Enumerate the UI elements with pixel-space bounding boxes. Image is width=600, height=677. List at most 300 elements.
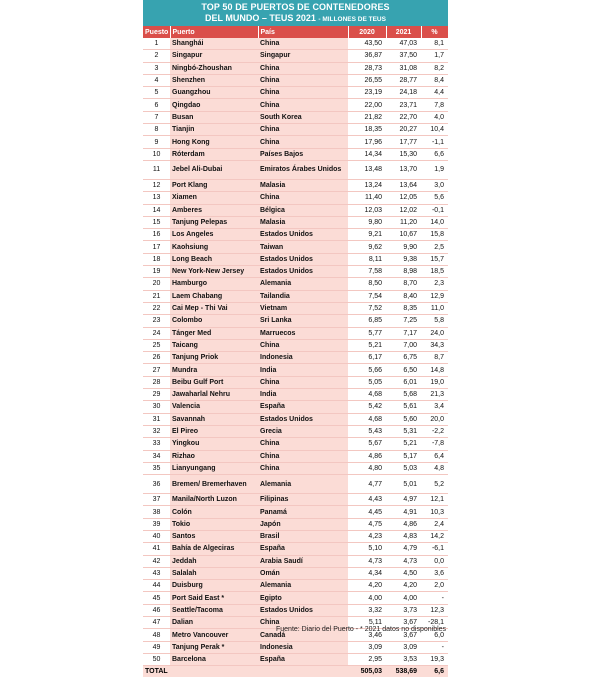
table-row <box>143 364 448 376</box>
country-cell: Arabia Saudí <box>258 555 348 567</box>
pct-change-cell: 7,8 <box>421 99 448 111</box>
port-cell: Beibu Gulf Port <box>170 376 258 388</box>
port-cell: Kaohsiung <box>170 241 258 253</box>
value-2020-cell: 2,95 <box>348 653 386 665</box>
rank-cell: 9 <box>143 136 170 148</box>
country-cell: Estados Unidos <box>258 229 348 241</box>
port-cell: Seattle/Tacoma <box>170 604 258 616</box>
value-2020-cell: 6,85 <box>348 315 386 327</box>
port-cell: Tanjung Perak * <box>170 641 258 653</box>
rank-cell: 38 <box>143 506 170 518</box>
pct-change-cell: 10,3 <box>421 506 448 518</box>
port-cell: Xiamen <box>170 192 258 204</box>
value-2020-cell: 36,87 <box>348 50 386 62</box>
value-2021-cell: 31,08 <box>386 62 421 74</box>
country-cell: Estados Unidos <box>258 266 348 278</box>
rank-cell: 31 <box>143 413 170 425</box>
port-cell: Cai Mep - Thi Vai <box>170 302 258 314</box>
table-row <box>143 229 448 241</box>
rank-cell: 14 <box>143 204 170 216</box>
header-rank: Puesto <box>143 26 170 38</box>
table-row <box>143 376 448 388</box>
total-row <box>143 666 448 677</box>
value-2020-cell: 4,23 <box>348 530 386 542</box>
pct-change-cell: 5,6 <box>421 192 448 204</box>
country-cell: Canadá <box>258 629 348 641</box>
port-cell: Tianjin <box>170 124 258 136</box>
value-2021-cell: 20,27 <box>386 124 421 136</box>
country-cell: Panamá <box>258 506 348 518</box>
port-cell: Tokio <box>170 518 258 530</box>
port-cell: Amberes <box>170 204 258 216</box>
value-2020-cell: 9,80 <box>348 216 386 228</box>
value-2021-cell: 4,83 <box>386 530 421 542</box>
pct-change-cell: 5,2 <box>421 475 448 494</box>
country-cell: Alemania <box>258 475 348 494</box>
value-2020-cell: 18,35 <box>348 124 386 136</box>
country-cell: España <box>258 401 348 413</box>
rank-cell: 4 <box>143 74 170 86</box>
value-2020-cell: 12,03 <box>348 204 386 216</box>
value-2021-cell: 7,25 <box>386 315 421 327</box>
rank-cell: 21 <box>143 290 170 302</box>
rank-cell: 29 <box>143 389 170 401</box>
value-2020-cell: 5,43 <box>348 425 386 437</box>
value-2020-cell: 4,68 <box>348 389 386 401</box>
value-2021-cell: 9,38 <box>386 253 421 265</box>
value-2020-cell: 4,73 <box>348 555 386 567</box>
rank-cell: 39 <box>143 518 170 530</box>
table-row <box>143 278 448 290</box>
table-row <box>143 38 448 50</box>
header-port: Puerto <box>170 26 258 38</box>
pct-change-cell: 10,4 <box>421 124 448 136</box>
country-cell: China <box>258 462 348 474</box>
pct-change-cell: 12,9 <box>421 290 448 302</box>
rank-cell: 1 <box>143 38 170 50</box>
country-cell: China <box>258 38 348 50</box>
port-cell: Manila/North Luzon <box>170 494 258 506</box>
total-2020: 505,03 <box>348 666 386 677</box>
port-cell: Colón <box>170 506 258 518</box>
title-line-2-text: DEL MUNDO – TEUS 2021 <box>205 13 316 23</box>
rank-cell: 40 <box>143 530 170 542</box>
pct-change-cell: -28,1 <box>421 617 448 629</box>
rank-cell: 3 <box>143 62 170 74</box>
pct-change-cell: 2,3 <box>421 278 448 290</box>
port-cell: Jeddah <box>170 555 258 567</box>
value-2021-cell: 3,73 <box>386 604 421 616</box>
port-cell: Guangzhou <box>170 87 258 99</box>
rank-cell: 37 <box>143 494 170 506</box>
table-row <box>143 253 448 265</box>
pct-change-cell: 19,0 <box>421 376 448 388</box>
port-cell: Tanjung Pelepas <box>170 216 258 228</box>
table-row <box>143 653 448 665</box>
pct-change-cell: 6,4 <box>421 450 448 462</box>
country-cell: Sri Lanka <box>258 315 348 327</box>
table-body <box>143 38 448 666</box>
title-line-1: TOP 50 DE PUERTOS DE CONTENEDORES <box>201 2 390 12</box>
port-cell: Jawaharlal Nehru <box>170 389 258 401</box>
port-cell: Dalian <box>170 617 258 629</box>
rank-cell: 10 <box>143 148 170 160</box>
source-note: Fuente: Diario del Puerto - * 2021 datos no disponibles <box>276 626 447 633</box>
port-cell: Shanghái <box>170 38 258 50</box>
country-cell: Indonesia <box>258 352 348 364</box>
header-2020: 2020 <box>348 26 386 38</box>
rank-cell: 45 <box>143 592 170 604</box>
rank-cell: 6 <box>143 99 170 111</box>
value-2020-cell: 8,11 <box>348 253 386 265</box>
country-cell: China <box>258 339 348 351</box>
country-cell: Países Bajos <box>258 148 348 160</box>
value-2020-cell: 13,24 <box>348 179 386 191</box>
port-cell: Busan <box>170 111 258 123</box>
value-2020-cell: 5,66 <box>348 364 386 376</box>
value-2021-cell: 24,18 <box>386 87 421 99</box>
country-cell: Vietnam <box>258 302 348 314</box>
pct-change-cell: - <box>421 592 448 604</box>
value-2021-cell: 4,86 <box>386 518 421 530</box>
value-2020-cell: 5,10 <box>348 543 386 555</box>
pct-change-cell: -1,1 <box>421 136 448 148</box>
table-row <box>143 592 448 604</box>
value-2021-cell: 6,01 <box>386 376 421 388</box>
value-2021-cell: 4,91 <box>386 506 421 518</box>
value-2020-cell: 21,82 <box>348 111 386 123</box>
value-2021-cell: 7,17 <box>386 327 421 339</box>
value-2020-cell: 43,50 <box>348 38 386 50</box>
table-row <box>143 192 448 204</box>
table-row <box>143 401 448 413</box>
pct-change-cell: 20,0 <box>421 413 448 425</box>
pct-change-cell: - <box>421 641 448 653</box>
table-row <box>143 543 448 555</box>
pct-change-cell: 8,1 <box>421 38 448 50</box>
table-row <box>143 413 448 425</box>
port-cell: El Pireo <box>170 425 258 437</box>
value-2021-cell: 4,79 <box>386 543 421 555</box>
pct-change-cell: 4,8 <box>421 462 448 474</box>
pct-change-cell: 4,4 <box>421 87 448 99</box>
country-cell: China <box>258 376 348 388</box>
rank-cell: 42 <box>143 555 170 567</box>
value-2021-cell: 4,20 <box>386 580 421 592</box>
rank-cell: 44 <box>143 580 170 592</box>
country-cell: Egipto <box>258 592 348 604</box>
rank-cell: 35 <box>143 462 170 474</box>
title-line-2 <box>143 13 448 25</box>
pct-change-cell: 19,3 <box>421 653 448 665</box>
table-row <box>143 604 448 616</box>
rank-cell: 23 <box>143 315 170 327</box>
value-2021-cell: 47,03 <box>386 38 421 50</box>
value-2020-cell: 14,34 <box>348 148 386 160</box>
port-cell: Colombo <box>170 315 258 327</box>
rank-cell: 27 <box>143 364 170 376</box>
table-row <box>143 99 448 111</box>
port-cell: Mundra <box>170 364 258 376</box>
table-row <box>143 111 448 123</box>
pct-change-cell: 8,2 <box>421 62 448 74</box>
rank-cell: 15 <box>143 216 170 228</box>
value-2021-cell: 13,64 <box>386 179 421 191</box>
table-row <box>143 339 448 351</box>
port-cell: Bremen/ Bremerhaven <box>170 475 258 494</box>
header-pct: % <box>421 26 448 38</box>
port-cell: Jebel Ali-Dubai <box>170 160 258 179</box>
table-row <box>143 438 448 450</box>
value-2021-cell: 23,71 <box>386 99 421 111</box>
port-cell: Singapur <box>170 50 258 62</box>
table-row <box>143 266 448 278</box>
value-2020-cell: 4,75 <box>348 518 386 530</box>
pct-change-cell: 6,6 <box>421 148 448 160</box>
value-2020-cell: 5,05 <box>348 376 386 388</box>
port-cell: Duisburg <box>170 580 258 592</box>
country-cell: China <box>258 87 348 99</box>
pct-change-cell: -0,1 <box>421 204 448 216</box>
rank-cell: 11 <box>143 160 170 179</box>
value-2021-cell: 4,50 <box>386 567 421 579</box>
port-cell: Salalah <box>170 567 258 579</box>
value-2021-cell: 4,73 <box>386 555 421 567</box>
table-row <box>143 179 448 191</box>
pct-change-cell: 15,7 <box>421 253 448 265</box>
port-cell: Savannah <box>170 413 258 425</box>
country-cell: China <box>258 192 348 204</box>
pct-change-cell: 34,3 <box>421 339 448 351</box>
pct-change-cell: 3,0 <box>421 179 448 191</box>
value-2021-cell: 5,17 <box>386 450 421 462</box>
table-row <box>143 204 448 216</box>
value-2020-cell: 13,48 <box>348 160 386 179</box>
rank-cell: 47 <box>143 617 170 629</box>
pct-change-cell: 2,5 <box>421 241 448 253</box>
pct-change-cell: 12,1 <box>421 494 448 506</box>
pct-change-cell: 1,7 <box>421 50 448 62</box>
value-2020-cell: 7,54 <box>348 290 386 302</box>
value-2021-cell: 15,30 <box>386 148 421 160</box>
ports-table <box>143 26 449 677</box>
rank-cell: 50 <box>143 653 170 665</box>
country-cell: Bélgica <box>258 204 348 216</box>
port-cell: Tanjung Priok <box>170 352 258 364</box>
pct-change-cell: 11,0 <box>421 302 448 314</box>
table-row <box>143 567 448 579</box>
value-2020-cell: 7,52 <box>348 302 386 314</box>
port-cell: Port Said East * <box>170 592 258 604</box>
country-cell: China <box>258 438 348 450</box>
rank-cell: 43 <box>143 567 170 579</box>
country-cell: China <box>258 62 348 74</box>
value-2020-cell: 4,00 <box>348 592 386 604</box>
value-2020-cell: 28,73 <box>348 62 386 74</box>
country-cell: Grecia <box>258 425 348 437</box>
table-row <box>143 518 448 530</box>
table-row <box>143 290 448 302</box>
country-cell: India <box>258 389 348 401</box>
rank-cell: 8 <box>143 124 170 136</box>
country-cell: Marruecos <box>258 327 348 339</box>
value-2020-cell: 9,62 <box>348 241 386 253</box>
table-row <box>143 506 448 518</box>
country-cell: Singapur <box>258 50 348 62</box>
total-2021: 538,69 <box>386 666 421 677</box>
rank-cell: 2 <box>143 50 170 62</box>
header-2021: 2021 <box>386 26 421 38</box>
value-2020-cell: 9,21 <box>348 229 386 241</box>
table-row <box>143 74 448 86</box>
value-2020-cell: 4,20 <box>348 580 386 592</box>
value-2021-cell: 12,02 <box>386 204 421 216</box>
value-2020-cell: 5,77 <box>348 327 386 339</box>
pct-change-cell: 15,8 <box>421 229 448 241</box>
pct-change-cell: 3,4 <box>421 401 448 413</box>
value-2021-cell: 11,20 <box>386 216 421 228</box>
table-row <box>143 160 448 179</box>
rank-cell: 12 <box>143 179 170 191</box>
rank-cell: 30 <box>143 401 170 413</box>
table-row <box>143 136 448 148</box>
value-2021-cell: 8,70 <box>386 278 421 290</box>
value-2020-cell: 8,50 <box>348 278 386 290</box>
country-cell: Emiratos Árabes Unidos <box>258 160 348 179</box>
value-2021-cell: 4,97 <box>386 494 421 506</box>
value-2021-cell: 8,98 <box>386 266 421 278</box>
value-2021-cell: 3,09 <box>386 641 421 653</box>
value-2021-cell: 5,21 <box>386 438 421 450</box>
port-cell: Róterdam <box>170 148 258 160</box>
value-2020-cell: 4,45 <box>348 506 386 518</box>
value-2020-cell: 5,21 <box>348 339 386 351</box>
ports-infographic <box>143 0 448 677</box>
pct-change-cell: 6,0 <box>421 629 448 641</box>
rank-cell: 32 <box>143 425 170 437</box>
rank-cell: 33 <box>143 438 170 450</box>
country-cell: China <box>258 124 348 136</box>
pct-change-cell: -2,2 <box>421 425 448 437</box>
port-cell: Laem Chabang <box>170 290 258 302</box>
port-cell: Los Angeles <box>170 229 258 241</box>
country-cell: India <box>258 364 348 376</box>
port-cell: Tánger Med <box>170 327 258 339</box>
header-country: País <box>258 26 348 38</box>
value-2021-cell: 17,77 <box>386 136 421 148</box>
pct-change-cell: 2,4 <box>421 518 448 530</box>
rank-cell: 24 <box>143 327 170 339</box>
value-2021-cell: 6,75 <box>386 352 421 364</box>
table-row <box>143 50 448 62</box>
rank-cell: 19 <box>143 266 170 278</box>
value-2020-cell: 3,46 <box>348 629 386 641</box>
country-cell: China <box>258 450 348 462</box>
value-2021-cell: 8,40 <box>386 290 421 302</box>
pct-change-cell: -7,8 <box>421 438 448 450</box>
table-row <box>143 555 448 567</box>
table-row <box>143 327 448 339</box>
country-cell: Alemania <box>258 278 348 290</box>
pct-change-cell: 3,6 <box>421 567 448 579</box>
total-pct: 6,6 <box>421 666 448 677</box>
port-cell: Ningbó-Zhoushan <box>170 62 258 74</box>
country-cell: Japón <box>258 518 348 530</box>
country-cell: China <box>258 617 348 629</box>
value-2020-cell: 5,67 <box>348 438 386 450</box>
pct-change-cell: 14,2 <box>421 530 448 542</box>
port-cell: Shenzhen <box>170 74 258 86</box>
port-cell: New York-New Jersey <box>170 266 258 278</box>
pct-change-cell: 18,5 <box>421 266 448 278</box>
table-row <box>143 462 448 474</box>
rank-cell: 41 <box>143 543 170 555</box>
pct-change-cell: -6,1 <box>421 543 448 555</box>
value-2021-cell: 3,67 <box>386 629 421 641</box>
rank-cell: 22 <box>143 302 170 314</box>
table-row <box>143 87 448 99</box>
rank-cell: 34 <box>143 450 170 462</box>
pct-change-cell: 14,0 <box>421 216 448 228</box>
rank-cell: 48 <box>143 629 170 641</box>
value-2021-cell: 5,31 <box>386 425 421 437</box>
port-cell: Hamburgo <box>170 278 258 290</box>
table-row <box>143 641 448 653</box>
rank-cell: 17 <box>143 241 170 253</box>
value-2020-cell: 3,32 <box>348 604 386 616</box>
value-2021-cell: 12,05 <box>386 192 421 204</box>
country-cell: China <box>258 99 348 111</box>
value-2021-cell: 7,00 <box>386 339 421 351</box>
rank-cell: 20 <box>143 278 170 290</box>
value-2020-cell: 11,40 <box>348 192 386 204</box>
value-2021-cell: 5,03 <box>386 462 421 474</box>
rank-cell: 13 <box>143 192 170 204</box>
port-cell: Qingdao <box>170 99 258 111</box>
value-2020-cell: 6,17 <box>348 352 386 364</box>
rank-cell: 5 <box>143 87 170 99</box>
value-2021-cell: 28,77 <box>386 74 421 86</box>
rank-cell: 49 <box>143 641 170 653</box>
value-2020-cell: 4,77 <box>348 475 386 494</box>
pct-change-cell: 8,4 <box>421 74 448 86</box>
value-2021-cell: 5,68 <box>386 389 421 401</box>
value-2021-cell: 5,60 <box>386 413 421 425</box>
port-cell: Valencia <box>170 401 258 413</box>
port-cell: Yingkou <box>170 438 258 450</box>
port-cell: Metro Vancouver <box>170 629 258 641</box>
value-2021-cell: 5,61 <box>386 401 421 413</box>
value-2020-cell: 26,55 <box>348 74 386 86</box>
port-cell: Taicang <box>170 339 258 351</box>
port-cell: Long Beach <box>170 253 258 265</box>
country-cell: Indonesia <box>258 641 348 653</box>
value-2020-cell: 22,00 <box>348 99 386 111</box>
port-cell: Hong Kong <box>170 136 258 148</box>
country-cell: Estados Unidos <box>258 253 348 265</box>
value-2020-cell: 4,86 <box>348 450 386 462</box>
port-cell: Lianyungang <box>170 462 258 474</box>
country-cell: China <box>258 136 348 148</box>
rank-cell: 25 <box>143 339 170 351</box>
value-2021-cell: 3,67 <box>386 617 421 629</box>
value-2020-cell: 7,58 <box>348 266 386 278</box>
rank-cell: 18 <box>143 253 170 265</box>
title-units: - MILLONES DE TEUS <box>318 16 386 23</box>
pct-change-cell: 5,8 <box>421 315 448 327</box>
table-row <box>143 241 448 253</box>
country-cell: Brasil <box>258 530 348 542</box>
